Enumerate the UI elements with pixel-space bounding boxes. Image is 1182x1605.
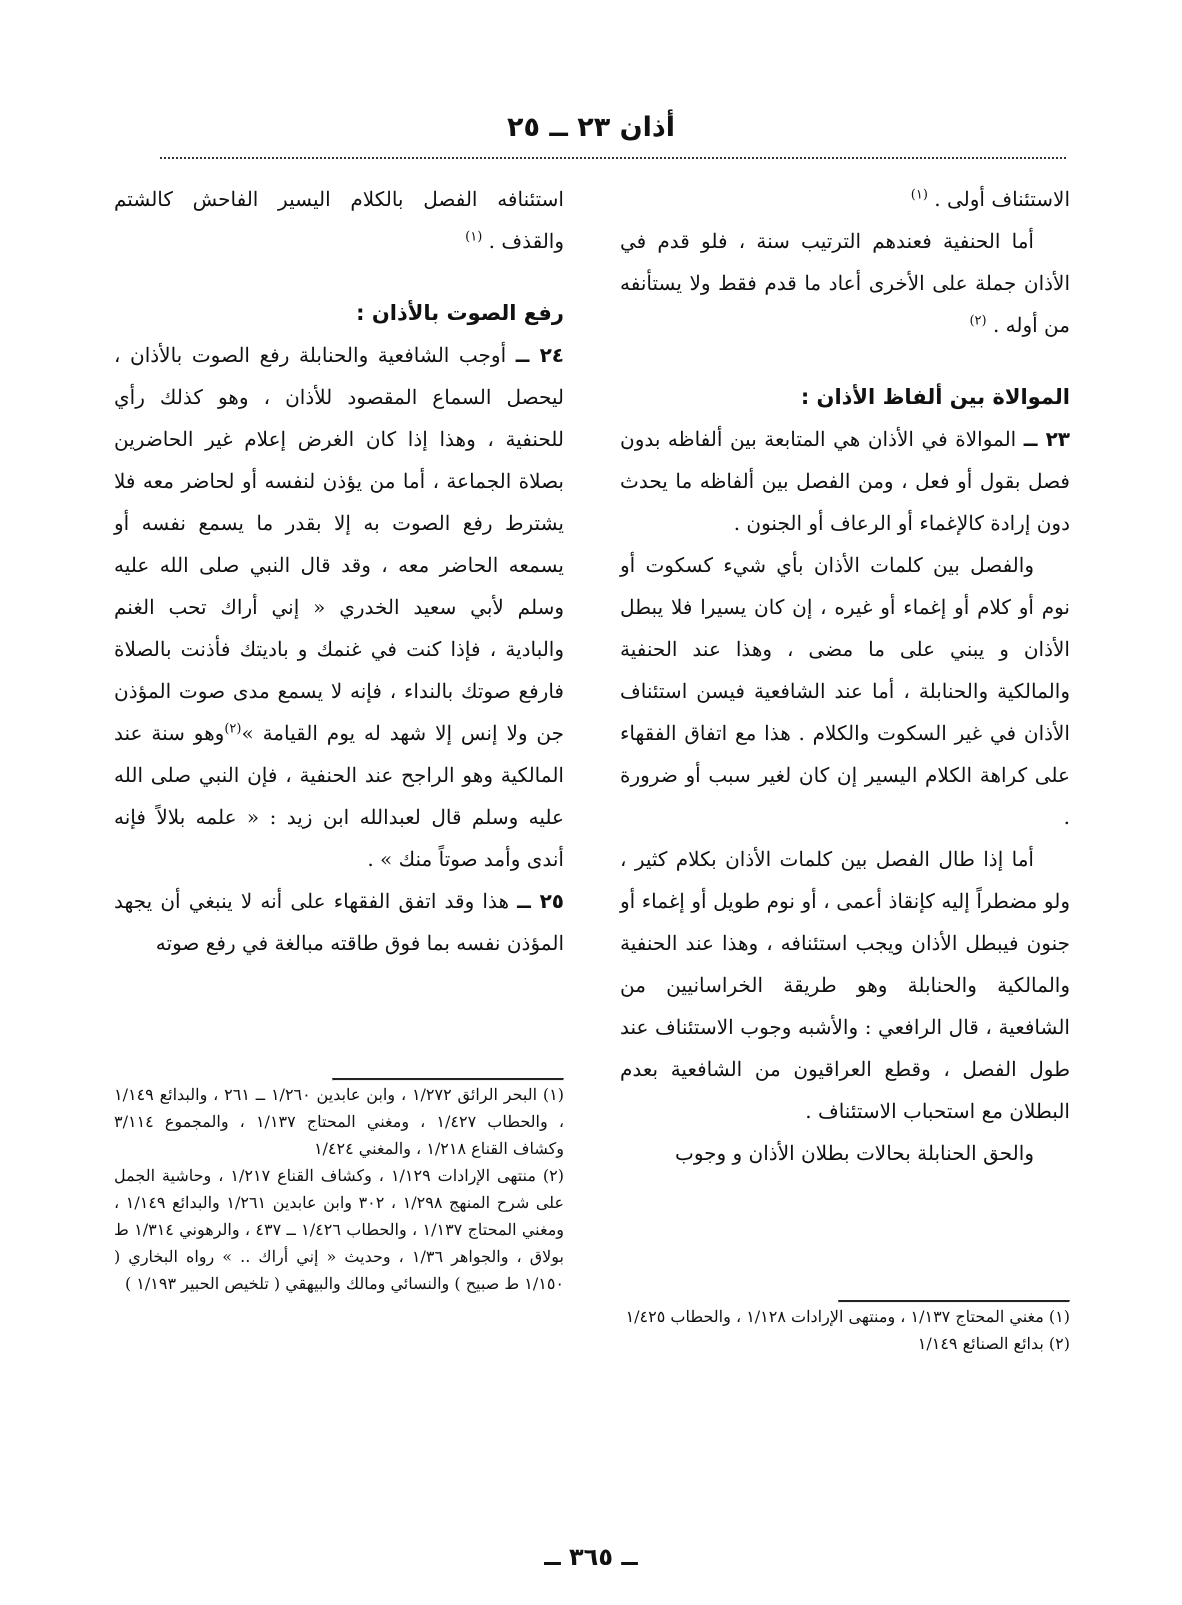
footnote-ref: (٢) xyxy=(969,313,987,329)
footnotes-right xyxy=(620,1300,1070,1357)
paragraph xyxy=(114,880,564,964)
footnote: (١) البحر الرائق ١/٢٧٢ ، وابن عابدين ١/٢٦٠ ــ ٢٦١ ، والبدائع ١/١٤٩ ، والحطاب ١/٤٢٧ ، ومغني المحتاج ١/١٣٧ ، والمجموع ٣/١١٤ وكشاف القناع ١/٢١٨ ، والمغني ١/٤٢٤ xyxy=(114,1085,565,1158)
page-header-title: أذان ٢٣ ــ ٢٥ xyxy=(506,112,675,143)
header-dotted-rule xyxy=(160,157,1066,159)
paragraph-text: وهو سنة عند المالكية وهو الراجح عند الحنفية ، فإن النبي صلى الله عليه وسلم قال لعبدالله ابن زيد : « علمه بلالاً فإنه أندى وأمد صوتاً منك » . xyxy=(114,721,564,871)
paragraph xyxy=(620,220,1070,346)
paragraph: والحق الحنابلة بحالات بطلان الأذان و وجوب xyxy=(675,1141,1034,1165)
right-column xyxy=(620,178,1070,1174)
section-heading: الموالاة بين ألفاظ الأذان : xyxy=(800,385,1070,409)
paragraph-text: هذا وقد اتفق الفقهاء على أنه لا ينبغي أن يجهد المؤذن نفسه بما فوق طاقته مبالغة في رفع صوته xyxy=(114,889,564,955)
paragraph xyxy=(114,334,564,880)
footnote: (٢) منتهى الإرادات ١/١٢٩ ، وكشاف القناع ١/٢١٧ ، وحاشية الجمل على شرح المنهج ١/٢٩٨ ، ٣٠٢ وابن عابدين ١/٢٦١ والبدائع ١/١٤٩ ، ومغني المحتاج ١/١٣٧ ، والحطاب ١/٤٢٦ ــ ٤٣٧ ، والرهوني ١/٣١٤ ط بولاق ، والجواهر ١/٣٦ ، وحديث « إني أراك .. » رواه البخاري ( ١/١٥٠ ط صبيح ) والنسائي ومالك والبيهقي ( تلخيص الحبير ١/١٩٣ ) xyxy=(114,1166,565,1293)
paragraph-text: الموالاة في الأذان هي المتابعة بين ألفاظه بدون فصل بقول أو فعل ، ومن الفصل بين ألفاظه ما يحدث دون إرادة كالإغماء أو الرعاف أو الجنون . xyxy=(620,427,1070,535)
footnote-ref: (١) xyxy=(910,187,928,203)
paragraph xyxy=(114,178,564,262)
section-heading: رفع الصوت بالأذان : xyxy=(356,301,564,325)
left-column xyxy=(114,178,564,964)
paragraph: والفصل بين كلمات الأذان بأي شيء كسكوت أو نوم أو كلام أو إغماء أو غيره ، إن كان يسيرا فلا يبطل الأذان و يبني على ما مضى ، وهذا عند الحنفية والمالكية والحنابلة ، أما عند الشافعية فيسن استئناف الأذان في غير السكوت والكلام . هذا مع اتفاق الفقهاء على كراهة الكلام اليسير إن كان لغير سبب أو ضرورة . xyxy=(620,553,1070,829)
footnote-ref: (٢) xyxy=(224,721,242,737)
paragraph-text: استئنافه الفصل بالكلام اليسير الفاحش كالشتم والقذف . xyxy=(114,187,564,253)
section-number: ٢٣ ــ xyxy=(1023,427,1070,451)
paragraph-text: أما الحنفية فعندهم الترتيب سنة ، فلو قدم في الأذان جملة على الأخرى أعاد ما قدم فقط ولا يستأنفه من أوله . xyxy=(620,229,1070,337)
section-number: ٢٥ ــ xyxy=(517,889,564,913)
page-number: ــ ٣٦٥ ــ xyxy=(544,1543,638,1571)
paragraph xyxy=(620,178,1070,220)
section-number: ٢٤ ــ xyxy=(515,343,564,367)
paragraph xyxy=(620,418,1070,544)
footnotes-left xyxy=(114,1078,564,1297)
paragraph: أما إذا طال الفصل بين كلمات الأذان بكلام كثير ، ولو مضطراً إليه كإنقاذ أعمى ، أو نوم طويل أو إغماء أو جنون فيبطل الأذان ويجب استئنافه ، وهذا عند الحنفية والمالكية والحنابلة وهو طريقة الخراسانيين من الشافعية ، قال الرافعي : والأشبه وجوب الاستئناف عند طول الفصل ، وقطع العراقيون من الشافعية بعدم البطلان مع استحباب الاستئناف . xyxy=(620,847,1070,1123)
paragraph-text: أوجب الشافعية والحنابلة رفع الصوت بالأذان ، ليحصل السماع المقصود للأذان ، وهو كذلك رأي للحنفية ، وهذا إذا كان الغرض إعلام غير الحاضرين بصلاة الجماعة ، أما من يؤذن لنفسه أو لحاضر معه فلا يشترط رفع الصوت به إلا بقدر ما يسمع نفسه أو يسمعه الحاضر معه ، وقد قال النبي صلى الله عليه وسلم لأبي سعيد الخدري « إني أراك تحب الغنم والبادية ، فإذا كنت في غنمك و باديتك فأذنت بالصلاة فارفع صوتك بالنداء ، فإنه لا يسمع مدى صوت المؤذن جن ولا إنس إلا شهد له يوم القيامة » xyxy=(114,343,564,745)
footnote: (١) مغني المحتاج ١/١٣٧ ، ومنتهى الإرادات ١/١٢٨ ، والحطاب ١/٤٢٥ xyxy=(625,1307,1070,1326)
paragraph-text: الاستئناف أولى . xyxy=(934,187,1070,211)
footnote: (٢) بدائع الصنائع ١/١٤٩ xyxy=(917,1334,1070,1353)
footnote-ref: (١) xyxy=(465,229,483,245)
